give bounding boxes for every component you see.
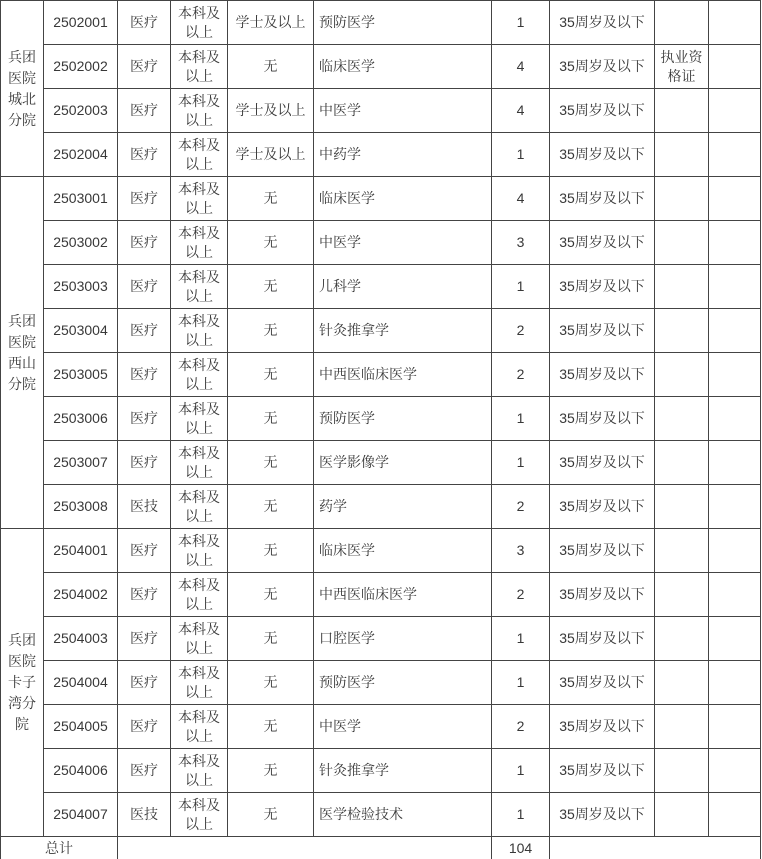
note-cell bbox=[709, 1, 761, 45]
category-cell: 医疗 bbox=[118, 221, 171, 265]
category-cell: 医疗 bbox=[118, 441, 171, 485]
table-row bbox=[1, 89, 761, 133]
category-cell: 医疗 bbox=[118, 265, 171, 309]
code-cell: 2503002 bbox=[44, 221, 118, 265]
table-row bbox=[1, 485, 761, 529]
major-cell: 临床医学 bbox=[314, 529, 492, 573]
code-cell: 2503007 bbox=[44, 441, 118, 485]
note-cell bbox=[709, 617, 761, 661]
education-cell: 本科及以上 bbox=[171, 793, 228, 837]
age-cell: 35周岁及以下 bbox=[550, 705, 655, 749]
count-cell: 1 bbox=[492, 441, 550, 485]
age-cell: 35周岁及以下 bbox=[550, 485, 655, 529]
code-cell: 2504002 bbox=[44, 573, 118, 617]
degree-cell: 无 bbox=[228, 397, 314, 441]
note-cell bbox=[709, 661, 761, 705]
category-cell: 医疗 bbox=[118, 89, 171, 133]
age-cell: 35周岁及以下 bbox=[550, 1, 655, 45]
education-cell: 本科及以上 bbox=[171, 177, 228, 221]
table-row bbox=[1, 265, 761, 309]
age-cell: 35周岁及以下 bbox=[550, 89, 655, 133]
age-cell: 35周岁及以下 bbox=[550, 749, 655, 793]
cert-cell bbox=[655, 485, 709, 529]
education-cell: 本科及以上 bbox=[171, 441, 228, 485]
count-cell: 1 bbox=[492, 749, 550, 793]
degree-cell: 无 bbox=[228, 793, 314, 837]
age-cell: 35周岁及以下 bbox=[550, 397, 655, 441]
age-cell: 35周岁及以下 bbox=[550, 309, 655, 353]
note-cell bbox=[709, 749, 761, 793]
category-cell: 医疗 bbox=[118, 353, 171, 397]
category-cell: 医疗 bbox=[118, 1, 171, 45]
education-cell: 本科及以上 bbox=[171, 309, 228, 353]
category-cell: 医疗 bbox=[118, 309, 171, 353]
degree-cell: 无 bbox=[228, 441, 314, 485]
education-cell: 本科及以上 bbox=[171, 1, 228, 45]
table-row bbox=[1, 353, 761, 397]
major-cell: 临床医学 bbox=[314, 45, 492, 89]
total-blank-cell bbox=[118, 837, 492, 859]
cert-cell bbox=[655, 89, 709, 133]
age-cell: 35周岁及以下 bbox=[550, 353, 655, 397]
cert-cell bbox=[655, 353, 709, 397]
note-cell bbox=[709, 177, 761, 221]
note-cell bbox=[709, 89, 761, 133]
code-cell: 2502004 bbox=[44, 133, 118, 177]
org-cell: 兵团医院西山分院 bbox=[1, 177, 44, 529]
degree-cell: 无 bbox=[228, 485, 314, 529]
major-cell: 医学影像学 bbox=[314, 441, 492, 485]
count-cell: 2 bbox=[492, 705, 550, 749]
note-cell bbox=[709, 485, 761, 529]
education-cell: 本科及以上 bbox=[171, 353, 228, 397]
education-cell: 本科及以上 bbox=[171, 749, 228, 793]
total-row bbox=[1, 837, 761, 859]
count-cell: 1 bbox=[492, 265, 550, 309]
table-row bbox=[1, 221, 761, 265]
degree-cell: 无 bbox=[228, 749, 314, 793]
cert-cell bbox=[655, 441, 709, 485]
age-cell: 35周岁及以下 bbox=[550, 793, 655, 837]
degree-cell: 无 bbox=[228, 45, 314, 89]
cert-cell bbox=[655, 221, 709, 265]
count-cell: 4 bbox=[492, 177, 550, 221]
table-row bbox=[1, 661, 761, 705]
degree-cell: 无 bbox=[228, 221, 314, 265]
count-cell: 4 bbox=[492, 45, 550, 89]
code-cell: 2503004 bbox=[44, 309, 118, 353]
cert-cell bbox=[655, 1, 709, 45]
note-cell bbox=[709, 793, 761, 837]
major-cell: 中医学 bbox=[314, 89, 492, 133]
table-row bbox=[1, 749, 761, 793]
table-row bbox=[1, 1, 761, 45]
total-count-cell: 104 bbox=[492, 837, 550, 859]
count-cell: 1 bbox=[492, 793, 550, 837]
major-cell: 医学检验技术 bbox=[314, 793, 492, 837]
count-cell: 2 bbox=[492, 573, 550, 617]
degree-cell: 无 bbox=[228, 661, 314, 705]
degree-cell: 无 bbox=[228, 309, 314, 353]
age-cell: 35周岁及以下 bbox=[550, 45, 655, 89]
education-cell: 本科及以上 bbox=[171, 221, 228, 265]
code-cell: 2503001 bbox=[44, 177, 118, 221]
cert-cell bbox=[655, 177, 709, 221]
category-cell: 医疗 bbox=[118, 661, 171, 705]
degree-cell: 学士及以上 bbox=[228, 133, 314, 177]
table-row bbox=[1, 529, 761, 573]
code-cell: 2504004 bbox=[44, 661, 118, 705]
count-cell: 1 bbox=[492, 661, 550, 705]
total-label-cell: 总计 bbox=[1, 837, 118, 859]
code-cell: 2504001 bbox=[44, 529, 118, 573]
table-row bbox=[1, 705, 761, 749]
degree-cell: 无 bbox=[228, 265, 314, 309]
table-row bbox=[1, 617, 761, 661]
degree-cell: 无 bbox=[228, 353, 314, 397]
degree-cell: 学士及以上 bbox=[228, 89, 314, 133]
degree-cell: 无 bbox=[228, 529, 314, 573]
table-row bbox=[1, 397, 761, 441]
cert-cell bbox=[655, 661, 709, 705]
age-cell: 35周岁及以下 bbox=[550, 573, 655, 617]
note-cell bbox=[709, 221, 761, 265]
education-cell: 本科及以上 bbox=[171, 265, 228, 309]
cert-cell bbox=[655, 793, 709, 837]
count-cell: 3 bbox=[492, 221, 550, 265]
code-cell: 2504003 bbox=[44, 617, 118, 661]
major-cell: 预防医学 bbox=[314, 661, 492, 705]
category-cell: 医疗 bbox=[118, 749, 171, 793]
degree-cell: 无 bbox=[228, 617, 314, 661]
total-trailing-blank-cell bbox=[550, 837, 761, 859]
major-cell: 预防医学 bbox=[314, 1, 492, 45]
category-cell: 医疗 bbox=[118, 397, 171, 441]
count-cell: 3 bbox=[492, 529, 550, 573]
cert-cell bbox=[655, 529, 709, 573]
cert-cell bbox=[655, 397, 709, 441]
count-cell: 1 bbox=[492, 397, 550, 441]
count-cell: 1 bbox=[492, 133, 550, 177]
category-cell: 医疗 bbox=[118, 529, 171, 573]
table-row bbox=[1, 573, 761, 617]
major-cell: 针灸推拿学 bbox=[314, 749, 492, 793]
major-cell: 药学 bbox=[314, 485, 492, 529]
major-cell: 中医学 bbox=[314, 221, 492, 265]
category-cell: 医技 bbox=[118, 485, 171, 529]
note-cell bbox=[709, 573, 761, 617]
cert-cell bbox=[655, 265, 709, 309]
category-cell: 医疗 bbox=[118, 573, 171, 617]
table-body bbox=[1, 1, 761, 859]
age-cell: 35周岁及以下 bbox=[550, 265, 655, 309]
note-cell bbox=[709, 309, 761, 353]
degree-cell: 无 bbox=[228, 705, 314, 749]
note-cell bbox=[709, 265, 761, 309]
education-cell: 本科及以上 bbox=[171, 133, 228, 177]
count-cell: 4 bbox=[492, 89, 550, 133]
cert-cell bbox=[655, 617, 709, 661]
code-cell: 2502003 bbox=[44, 89, 118, 133]
code-cell: 2502002 bbox=[44, 45, 118, 89]
note-cell bbox=[709, 441, 761, 485]
age-cell: 35周岁及以下 bbox=[550, 441, 655, 485]
degree-cell: 无 bbox=[228, 573, 314, 617]
degree-cell: 无 bbox=[228, 177, 314, 221]
education-cell: 本科及以上 bbox=[171, 573, 228, 617]
code-cell: 2503005 bbox=[44, 353, 118, 397]
table-row bbox=[1, 45, 761, 89]
code-cell: 2503006 bbox=[44, 397, 118, 441]
major-cell: 口腔医学 bbox=[314, 617, 492, 661]
count-cell: 1 bbox=[492, 1, 550, 45]
org-cell: 兵团医院卡子湾分院 bbox=[1, 529, 44, 837]
cert-cell bbox=[655, 573, 709, 617]
category-cell: 医技 bbox=[118, 793, 171, 837]
count-cell: 1 bbox=[492, 617, 550, 661]
major-cell: 中医学 bbox=[314, 705, 492, 749]
education-cell: 本科及以上 bbox=[171, 89, 228, 133]
table-row bbox=[1, 441, 761, 485]
age-cell: 35周岁及以下 bbox=[550, 529, 655, 573]
education-cell: 本科及以上 bbox=[171, 617, 228, 661]
table-row bbox=[1, 177, 761, 221]
category-cell: 医疗 bbox=[118, 133, 171, 177]
count-cell: 2 bbox=[492, 353, 550, 397]
education-cell: 本科及以上 bbox=[171, 485, 228, 529]
cert-cell bbox=[655, 133, 709, 177]
age-cell: 35周岁及以下 bbox=[550, 221, 655, 265]
major-cell: 中药学 bbox=[314, 133, 492, 177]
code-cell: 2502001 bbox=[44, 1, 118, 45]
age-cell: 35周岁及以下 bbox=[550, 177, 655, 221]
code-cell: 2503008 bbox=[44, 485, 118, 529]
count-cell: 2 bbox=[492, 309, 550, 353]
note-cell bbox=[709, 133, 761, 177]
cert-cell bbox=[655, 749, 709, 793]
code-cell: 2504005 bbox=[44, 705, 118, 749]
count-cell: 2 bbox=[492, 485, 550, 529]
org-cell: 兵团医院城北分院 bbox=[1, 1, 44, 177]
major-cell: 中西医临床医学 bbox=[314, 353, 492, 397]
age-cell: 35周岁及以下 bbox=[550, 661, 655, 705]
major-cell: 临床医学 bbox=[314, 177, 492, 221]
cert-cell: 执业资格证 bbox=[655, 45, 709, 89]
table-row bbox=[1, 133, 761, 177]
code-cell: 2504007 bbox=[44, 793, 118, 837]
table-row bbox=[1, 309, 761, 353]
major-cell: 预防医学 bbox=[314, 397, 492, 441]
major-cell: 中西医临床医学 bbox=[314, 573, 492, 617]
age-cell: 35周岁及以下 bbox=[550, 133, 655, 177]
major-cell: 针灸推拿学 bbox=[314, 309, 492, 353]
degree-cell: 学士及以上 bbox=[228, 1, 314, 45]
category-cell: 医疗 bbox=[118, 177, 171, 221]
age-cell: 35周岁及以下 bbox=[550, 617, 655, 661]
education-cell: 本科及以上 bbox=[171, 529, 228, 573]
category-cell: 医疗 bbox=[118, 45, 171, 89]
note-cell bbox=[709, 45, 761, 89]
cert-cell bbox=[655, 705, 709, 749]
education-cell: 本科及以上 bbox=[171, 661, 228, 705]
code-cell: 2503003 bbox=[44, 265, 118, 309]
cert-cell bbox=[655, 309, 709, 353]
note-cell bbox=[709, 705, 761, 749]
note-cell bbox=[709, 397, 761, 441]
note-cell bbox=[709, 353, 761, 397]
education-cell: 本科及以上 bbox=[171, 705, 228, 749]
category-cell: 医疗 bbox=[118, 705, 171, 749]
education-cell: 本科及以上 bbox=[171, 397, 228, 441]
code-cell: 2504006 bbox=[44, 749, 118, 793]
major-cell: 儿科学 bbox=[314, 265, 492, 309]
table-row bbox=[1, 793, 761, 837]
education-cell: 本科及以上 bbox=[171, 45, 228, 89]
note-cell bbox=[709, 529, 761, 573]
category-cell: 医疗 bbox=[118, 617, 171, 661]
